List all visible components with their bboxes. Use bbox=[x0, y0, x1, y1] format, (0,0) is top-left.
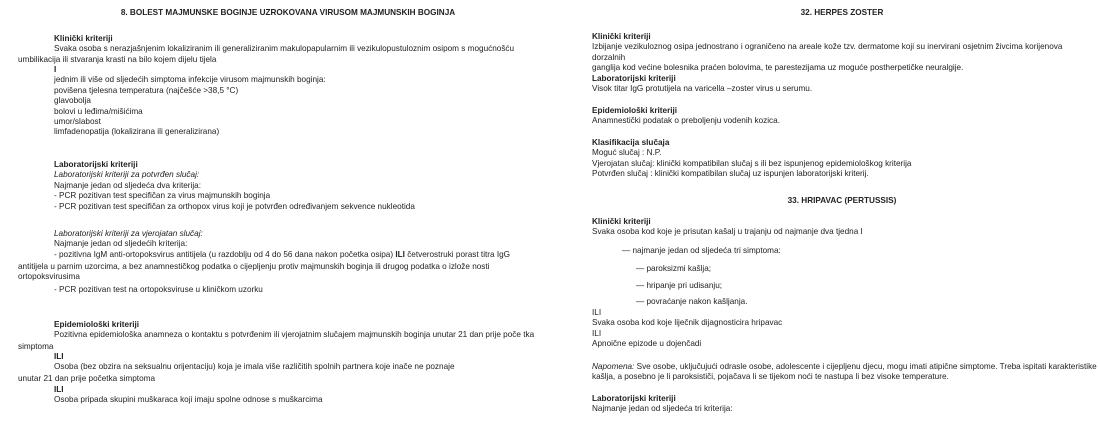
clinical-text-2: umbilikacija ili stvaranja krasti na bilo kojem dijelu tijela bbox=[18, 55, 217, 64]
pert-note bbox=[592, 362, 1097, 372]
pert-sub-item: — povraćanje nakon kašljanja. bbox=[636, 297, 748, 306]
clinical-text: Svaka osoba s nerazjašnjenim lokaliziranim ili generaliziranim makulopapularnim ili vezikulopustuloznim osipom s mogućnošću bbox=[54, 44, 515, 54]
epi-ili: ILI bbox=[54, 352, 64, 361]
epi-text-1: Pozitivna epidemiološka anamneza o kontaktu s potvrđenim ili vjerojatnim slučajem majmunskih boginja unutar 21 dan prije poče tka bbox=[54, 330, 535, 340]
ili-label: ILI bbox=[395, 249, 405, 259]
lab-probable-item-2: - PCR pozitivan test na ortopoksviruse u kliničkom uzorku bbox=[54, 285, 263, 294]
herpes-lab-heading: Laboratorijski kriteriji bbox=[592, 74, 676, 83]
herpes-class-item: Moguć slučaj : N.P. bbox=[592, 148, 662, 158]
pert-lab-heading: Laboratorijski kriteriji bbox=[592, 394, 676, 403]
lab-probable-intro: Najmanje jedan od sljedećih kriterija: bbox=[54, 239, 188, 249]
symptom-item: limfadenopatija (lokalizirana ili generalizirana) bbox=[54, 127, 220, 137]
pert-note-text: Sve osobe, uključujući odrasle osobe, adolescente i cijepljenu djecu, mogu imati atipične simptome. Treba ispitati karakteristike bbox=[634, 362, 1097, 371]
section-title-monkeypox: 8. BOLEST MAJMUNSKE BOGINJE UZROKOVANA VIRUSOM MAJMUNSKIH BOGINJA bbox=[120, 8, 456, 17]
herpes-class-item: Vjerojatan slučaj: klinički kompatibilan slučaj s ili bez ispunjenog epidemiološkog kriterija bbox=[592, 158, 912, 168]
lab-probable-subheading: Laboratorijski kriteriji za vjerojatan slučaj: bbox=[54, 229, 203, 238]
symptom-item: glavobolja bbox=[54, 96, 91, 106]
clinical-text-3: jednim ili više od sljedećih simptoma infekcije virusom majmunskih boginja: bbox=[54, 75, 326, 85]
herpes-epi-heading: Epidemiološki kriteriji bbox=[592, 106, 678, 115]
section-title-herpes: 32. HERPES ZOSTER bbox=[800, 8, 884, 17]
clinical-heading: Klinički kriteriji bbox=[54, 34, 113, 43]
lab-probable-item-1 bbox=[54, 250, 564, 260]
epi-text-2: simptoma bbox=[18, 342, 54, 351]
lab-confirmed-intro: Najmanje jedan od sljedeća dva kriterija: bbox=[54, 180, 201, 190]
pert-clinical-heading: Klinički kriteriji bbox=[592, 217, 651, 226]
lab-probable-item-1b: četverostruki porast titra IgG bbox=[407, 249, 511, 259]
epi-text-3: Osoba (bez obzira na seksualnu orijentaciju) koja je imala više različitih spolnih partnera koje inače ne poznaje bbox=[54, 362, 455, 372]
symptom-item: umor/slabost bbox=[54, 117, 101, 127]
herpes-clinical-heading: Klinički kriteriji bbox=[592, 32, 651, 41]
herpes-class-item: Potvrđen slučaj : klinički kompatibilan slučaj uz ispunjen laboratorijski kriterij. bbox=[592, 169, 869, 179]
pert-text-3: Apnoične epizode u dojenčadi bbox=[592, 339, 702, 349]
herpes-clinical-text: Izbijanje vezikuloznog osipa jednostrano i ograničeno na areale kože tzv. dermatome koji su inervirani osjetnim živcima korijenova dorzalnih bbox=[592, 42, 1063, 62]
symptom-item: bolovi u leđima/mišićima bbox=[54, 106, 143, 116]
lab-heading: Laboratorijski kriteriji bbox=[54, 160, 138, 169]
pert-sub-item: — paroksizmi kašlja; bbox=[636, 264, 712, 273]
pert-lab-text: Najmanje jedan od sljedeća tri kriterija: bbox=[592, 404, 733, 414]
section-title-pertussis: 33. HRIPAVAC (PERTUSSIS) bbox=[787, 196, 897, 205]
epi-heading: Epidemiološki kriteriji bbox=[54, 320, 140, 329]
pert-sub-item: — hripanje pri udisanju; bbox=[636, 281, 723, 290]
lab-probable-item-1a: - pozitivna IgM anti-ortopoksvirus antitijela (u razdoblju od 4 do 56 dana nakon početka osipa) bbox=[54, 249, 394, 259]
herpes-class-heading: Klasifikacija slučaja bbox=[592, 138, 670, 147]
symptom-item: povišena tjelesna temperatura (najčešće >38,5 °C) bbox=[54, 85, 239, 95]
pert-note-text-2: kašlja, a posebno je li paroksističi, pojačava li se tijekom noći te nastupa li bez visoke temperature. bbox=[592, 372, 949, 382]
pert-clinical-text: Svaka osoba kod koje je prisutan kašalj u trajanju od najmanje dva tjedna I bbox=[592, 227, 863, 237]
lab-confirmed-item: - PCR pozitivan test specifičan za virus majmunskih boginja bbox=[54, 191, 271, 201]
pert-text-2: Svaka osoba kod koje liječnik dijagnosticira hripavac bbox=[592, 318, 783, 328]
pert-sub-intro: — najmanje jedan od sljedeća tri simptoma: bbox=[622, 246, 781, 255]
herpes-lab-text: Visok titar IgG protutijela na varicella –zoster virus u serumu. bbox=[592, 84, 813, 94]
herpes-epi-text: Anamnestički podatak o preboljenju vodenih kozica. bbox=[592, 116, 780, 126]
pert-ili: ILI bbox=[592, 328, 602, 338]
lab-probable-item-1-line3: ortopoksvirusima bbox=[18, 272, 80, 282]
pert-note-label: Napomena: bbox=[592, 362, 635, 371]
lab-probable-item-1-line2: antitijela u parnim uzorcima, a bez anamnestičkog podatka o cijepljenju protiv majmunskih boginja ili drugog podatka o izlože nosti bbox=[18, 262, 490, 271]
lab-confirmed-subheading: Laboratorijski kriteriji za potvrđen slučaj: bbox=[54, 170, 200, 180]
epi-ili: ILI bbox=[54, 385, 64, 394]
herpes-clinical-text-2: ganglija kod većine bolesnika praćen bolovima, te parestezijama uz moguće postherpetičke neuralgije. bbox=[592, 63, 964, 73]
pert-ili: ILI bbox=[592, 308, 602, 317]
epi-text-5: Osoba pripada skupini muškaraca koji imaju spolne odnose s muškarcima bbox=[54, 395, 323, 405]
lab-confirmed-item: - PCR pozitivan test specifičan za orthopox virus koji je potvrđen određivanjem sekvence nukleotida bbox=[54, 201, 415, 211]
clinical-and: I bbox=[54, 65, 57, 74]
epi-text-4: unutar 21 dan prije početka simptoma bbox=[18, 374, 155, 383]
